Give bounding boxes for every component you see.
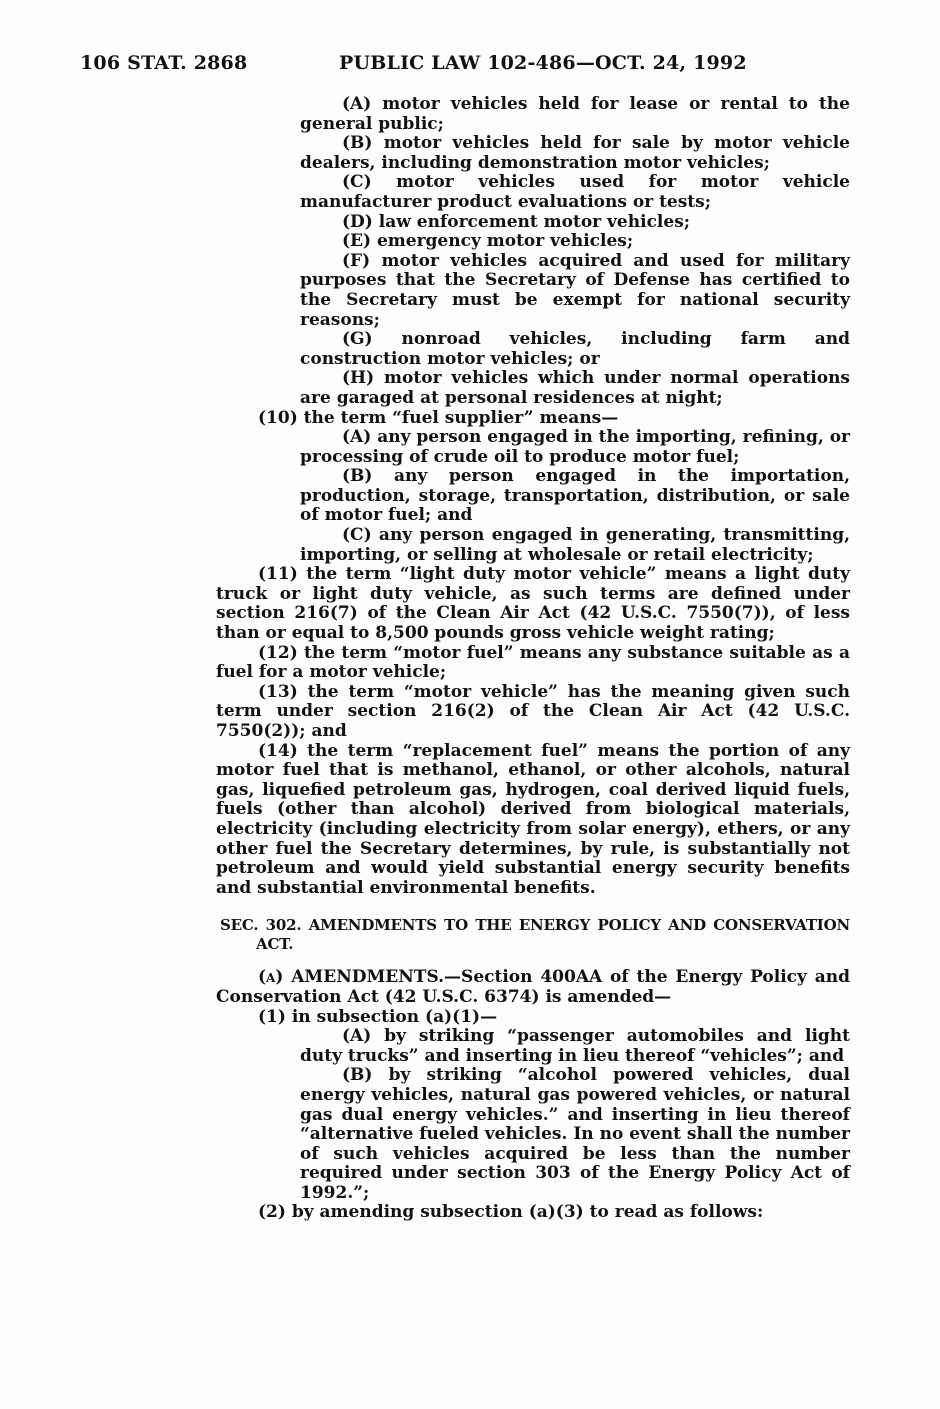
paragraph-14: (14) the term “replacement fuel” means the portion of any motor fuel that is methanol, ethanol, or other alcohols, natural gas, liquefied petroleum gas, hydrogen, coal derived liquid fuels, fuels (other than alcohol) derived from biological materials, electricity (including electricity from solar energy), ethers, or any other fuel the Secretary determines, by rule, is substantially not petroleum and would yield substantial energy security benefits and substantial environmental benefits. bbox=[216, 740, 850, 898]
section-302-title: SEC. 302. AMENDMENTS TO THE ENERGY POLICY AND CONSERVATION ACT. bbox=[220, 916, 850, 954]
paragraph-9g: (G) nonroad vehicles, including farm and construction motor vehicles; or bbox=[300, 329, 850, 369]
subsection-a-text: Section 400AA of the Energy Policy and Conservation Act (42 U.S.C. 6374) is amended— bbox=[216, 967, 851, 1007]
paragraph-12: (12) the term “motor fuel” means any substance suitable as a fuel for a motor vehicle; bbox=[216, 642, 850, 683]
stat-page-number: 106 STAT. 2868 bbox=[80, 52, 248, 74]
paragraph-9b: (B) motor vehicles held for sale by motor vehicle dealers, including demonstration motor vehicles; bbox=[300, 133, 850, 173]
paragraph-9d: (D) law enforcement motor vehicles; bbox=[342, 211, 691, 232]
clause-2: (2) by amending subsection (a)(3) to read as follows: bbox=[258, 1202, 764, 1223]
public-law-citation: PUBLIC LAW 102-486—OCT. 24, 1992 bbox=[339, 52, 747, 74]
paragraph-9f: (F) motor vehicles acquired and used for military purposes that the Secretary of Defense has certified to the Secretary must be exempt for national security reasons; bbox=[300, 250, 850, 330]
clause-1a: (A) by striking “passenger automobiles and light duty trucks” and inserting in lieu thereof “vehicles”; and bbox=[300, 1026, 850, 1066]
paragraph-10: (10) the term “fuel supplier” means— bbox=[258, 407, 619, 428]
document-body bbox=[216, 94, 851, 1223]
page-header bbox=[80, 52, 860, 82]
paragraph-9c: (C) motor vehicles used for motor vehicle manufacturer product evaluations or tests; bbox=[300, 172, 850, 212]
paragraph-13: (13) the term “motor vehicle” has the meaning given such term under section 216(2) of the Clean Air Act (42 U.S.C. 7550(2)); and bbox=[216, 681, 850, 741]
subsection-a-label: (a) AMENDMENTS.— bbox=[258, 967, 462, 988]
paragraph-9h: (H) motor vehicles which under normal operations are garaged at personal residences at night; bbox=[300, 368, 850, 408]
paragraph-10a: (A) any person engaged in the importing, refining, or processing of crude oil to produce motor fuel; bbox=[300, 427, 850, 467]
clause-1b: (B) by striking “alcohol powered vehicles, dual energy vehicles, natural gas powered vehicles, or natural gas dual energy vehicles.” and inserting in lieu thereof “alternative fueled vehicles. In no event shall the number of such vehicles acquired be less than the number required under section 303 of the Energy Policy Act of 1992.”; bbox=[300, 1065, 850, 1203]
paragraph-9e: (E) emergency motor vehicles; bbox=[342, 231, 634, 252]
section-302-heading bbox=[220, 916, 850, 954]
paragraph-11: (11) the term “light duty motor vehicle” means a light duty truck or light duty vehicle, as such terms are defined under section 216(7) of the Clean Air Act (42 U.S.C. 7550(7)), of less than or equal to 8,500 pounds gross vehicle weight rating; bbox=[216, 564, 850, 644]
subsection-a-amendments bbox=[216, 968, 850, 1007]
paragraph-10c: (C) any person engaged in generating, transmitting, importing, or selling at wholesale or retail electricity; bbox=[300, 525, 850, 565]
paragraph-9a: (A) motor vehicles held for lease or rental to the general public; bbox=[300, 94, 850, 134]
clause-1: (1) in subsection (a)(1)— bbox=[258, 1006, 498, 1027]
paragraph-10b: (B) any person engaged in the importation, production, storage, transportation, distribution, or sale of motor fuel; and bbox=[300, 466, 850, 526]
